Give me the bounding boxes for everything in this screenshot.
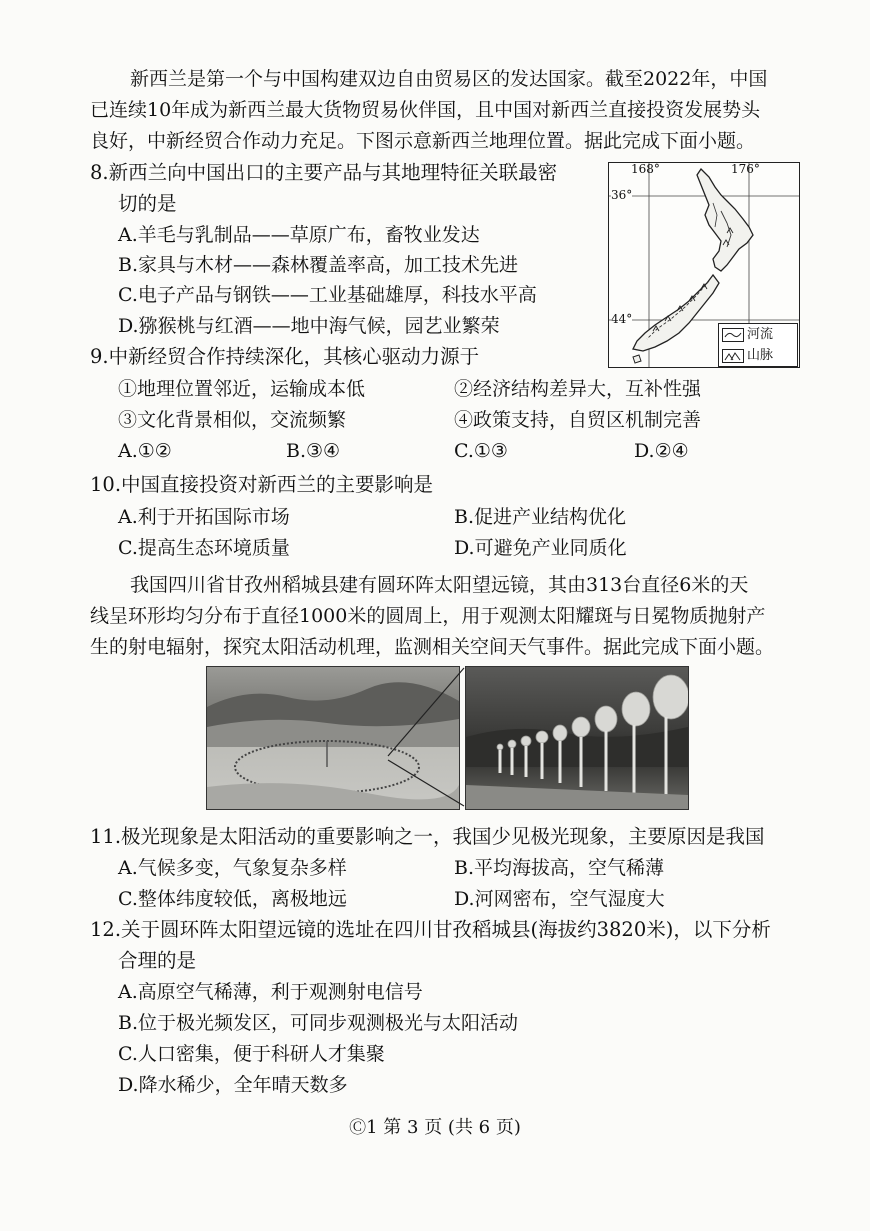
- map-lon-label-176: 176°: [731, 162, 760, 176]
- q9-item-1: ①地理位置邻近，运输成本低: [118, 378, 366, 400]
- q12-option-c[interactable]: C.人口密集，便于科研人才集聚: [118, 1043, 385, 1065]
- q12-option-d[interactable]: D.降水稀少，全年晴天数多: [118, 1074, 348, 1096]
- q10-stem: 10.中国直接投资对新西兰的主要影响是: [90, 473, 434, 496]
- q10-option-c[interactable]: C.提高生态环境质量: [118, 537, 290, 559]
- telescope-antenna-photo-graphic: [466, 667, 688, 809]
- q10-option-d[interactable]: D.可避免产业同质化: [454, 537, 627, 559]
- footer-page-number: 1 第 3 页 (共 6 页): [366, 1117, 521, 1138]
- q11-option-c[interactable]: C.整体纬度较低，离极地远: [118, 888, 347, 910]
- page-footer: [0, 1113, 870, 1139]
- intro1-line-3: 良好，中新经贸合作动力充足。下图示意新西兰地理位置。据此完成下面小题。: [90, 130, 756, 152]
- q8-option-a[interactable]: A.羊毛与乳制品——草原广布，畜牧业发达: [118, 224, 480, 246]
- q8-stem-line-1: 8.新西兰向中国出口的主要产品与其地理特征关联最密: [90, 161, 558, 184]
- intro1-line-1: 新西兰是第一个与中国构建双边自由贸易区的发达国家。截至2022年，中国: [130, 68, 768, 90]
- map-lat-label-44: 44°: [611, 312, 633, 326]
- q11-option-b[interactable]: B.平均海拔高，空气稀薄: [454, 857, 665, 879]
- map-legend: [718, 323, 798, 367]
- q12-option-a[interactable]: A.高原空气稀薄，利于观测射电信号: [118, 981, 423, 1003]
- intro2-line-2: 线呈环形均匀分布于直径1000米的圆周上，用于观测太阳耀斑与日冕物质抛射产: [90, 605, 766, 627]
- intro2-line-1: 我国四川省甘孜州稻城县建有圆环阵太阳望远镜，其由313台直径6米的天: [130, 574, 749, 596]
- q11-stem: 11.极光现象是太阳活动的重要影响之一，我国少见极光现象，主要原因是我国: [90, 825, 765, 848]
- telescope-antenna-photo: [465, 666, 689, 810]
- legend-mountain-label: 山脉: [747, 347, 774, 363]
- legend-mountain: [719, 345, 797, 366]
- q10-option-b[interactable]: B.促进产业结构优化: [454, 506, 627, 528]
- q8-option-d[interactable]: D.猕猴桃与红酒——地中海气候，园艺业繁荣: [118, 315, 500, 337]
- intro2-line-3: 生的射电辐射，探究太阳活动机理，监测相关空间天气事件。据此完成下面小题。: [90, 636, 775, 658]
- q9-item-2: ②经济结构差异大，互补性强: [454, 378, 702, 400]
- q8-option-c[interactable]: C.电子产品与钢铁——工业基础雄厚，科技水平高: [118, 284, 537, 306]
- river-icon: [722, 328, 744, 342]
- footer-mark: Ⓒ: [349, 1118, 367, 1138]
- q12-stem-line-1: 12.关于圆环阵太阳望远镜的选址在四川甘孜稻城县(海拔约3820米)，以下分析: [90, 918, 771, 941]
- q11-option-d[interactable]: D.河网密布，空气湿度大: [454, 888, 665, 910]
- legend-river-label: 河流: [747, 326, 774, 342]
- q9-stem: 9.中新经贸合作持续深化，其核心驱动力源于: [90, 345, 480, 368]
- intro1-line-2: 已连续10年成为新西兰最大货物贸易伙伴国，且中国对新西兰直接投资发展势头: [90, 99, 761, 121]
- q9-option-d[interactable]: D.②④: [634, 440, 689, 462]
- map-lon-label-168: 168°: [631, 162, 660, 176]
- map-lat-label-36: 36°: [611, 188, 633, 202]
- legend-river: [719, 324, 797, 345]
- q12-option-b[interactable]: B.位于极光频发区，可同步观测极光与太阳活动: [118, 1012, 519, 1034]
- q9-option-c[interactable]: C.①③: [454, 440, 508, 462]
- zoom-connector-lines: [380, 666, 470, 808]
- q9-item-4: ④政策支持，自贸区机制完善: [454, 409, 702, 431]
- q9-option-b[interactable]: B.③④: [286, 440, 341, 462]
- q10-option-a[interactable]: A.利于开拓国际市场: [118, 506, 290, 528]
- q9-item-3: ③文化背景相似，交流频繁: [118, 409, 347, 431]
- mountain-icon: [722, 349, 744, 363]
- q11-option-a[interactable]: A.气候多变，气象复杂多样: [118, 857, 347, 879]
- q12-stem-line-2: 合理的是: [118, 949, 197, 972]
- q8-stem-line-2: 切的是: [118, 192, 177, 215]
- q8-option-b[interactable]: B.家具与木材——森林覆盖率高，加工技术先进: [118, 254, 519, 276]
- q9-option-a[interactable]: A.①②: [118, 440, 172, 462]
